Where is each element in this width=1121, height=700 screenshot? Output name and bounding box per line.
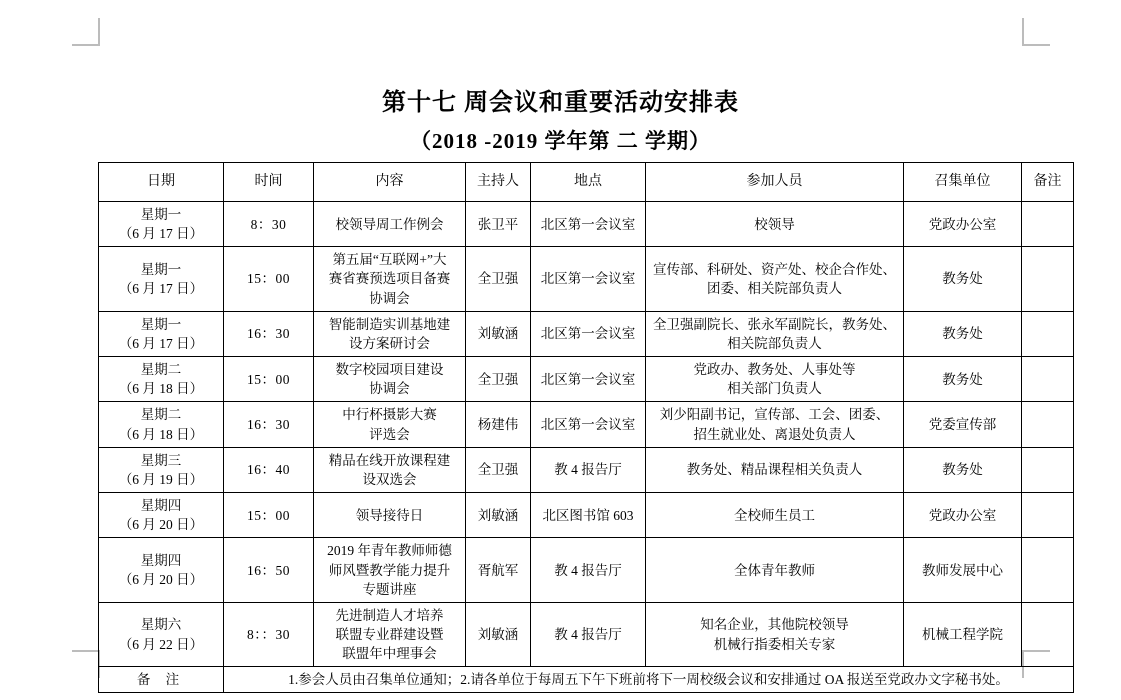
column-header-time: 时间: [224, 163, 314, 202]
cell-place: 北区第一会议室: [531, 311, 646, 356]
table-row: [99, 447, 1074, 492]
cell-organizer: 教务处: [904, 357, 1022, 402]
cell-attendees: 全体青年教师: [646, 538, 904, 602]
cell-organizer: 教务处: [904, 247, 1022, 311]
column-header-date: 日期: [99, 163, 224, 202]
cell-host: 刘敏涵: [466, 311, 531, 356]
column-header-content: 内容: [314, 163, 466, 202]
crop-mark-top-left: [72, 18, 100, 46]
cell-organizer: 教务处: [904, 311, 1022, 356]
cell-content: 精品在线开放课程建 设双选会: [314, 447, 466, 492]
crop-mark-top-right: [1022, 18, 1050, 46]
page-subtitle: （2018 -2019 学年第 二 学期）: [410, 129, 711, 153]
cell-attendees: 全校师生员工: [646, 493, 904, 538]
cell-place: 教 4 报告厅: [531, 602, 646, 666]
cell-remark: [1022, 357, 1074, 402]
table-row: [99, 202, 1074, 247]
cell-date: 星期一 （6 月 17 日）: [99, 202, 224, 247]
page-title: 第十七 周会议和重要活动安排表: [382, 90, 739, 116]
cell-date: 星期一 （6 月 17 日）: [99, 247, 224, 311]
cell-place: 教 4 报告厅: [531, 538, 646, 602]
cell-content: 先进制造人才培养 联盟专业群建设暨 联盟年中理事会: [314, 602, 466, 666]
cell-host: 全卫强: [466, 247, 531, 311]
cell-remark: [1022, 311, 1074, 356]
cell-remark: [1022, 493, 1074, 538]
cell-organizer: 教师发展中心: [904, 538, 1022, 602]
cell-date: 星期六 （6 月 22 日）: [99, 602, 224, 666]
cell-host: 刘敏涵: [466, 493, 531, 538]
cell-host: 刘敏涵: [466, 602, 531, 666]
schedule-table-container: [98, 162, 1073, 693]
cell-date: 星期四 （6 月 20 日）: [99, 493, 224, 538]
cell-remark: [1022, 538, 1074, 602]
cell-place: 北区第一会议室: [531, 357, 646, 402]
cell-place: 北区第一会议室: [531, 402, 646, 447]
column-header-host: 主持人: [466, 163, 531, 202]
cell-organizer: 机械工程学院: [904, 602, 1022, 666]
cell-content: 数字校园项目建设 协调会: [314, 357, 466, 402]
cell-organizer: 党政办公室: [904, 202, 1022, 247]
table-row: [99, 357, 1074, 402]
cell-organizer: 党委宣传部: [904, 402, 1022, 447]
table-row: [99, 493, 1074, 538]
column-header-organizer: 召集单位: [904, 163, 1022, 202]
table-row: [99, 311, 1074, 356]
cell-host: 全卫强: [466, 357, 531, 402]
cell-host: 胥航军: [466, 538, 531, 602]
table-header: [99, 163, 1074, 202]
cell-attendees: 教务处、精品课程相关负责人: [646, 447, 904, 492]
cell-place: 北区图书馆 603: [531, 493, 646, 538]
cell-content: 2019 年青年教师师德 师风暨教学能力提升 专题讲座: [314, 538, 466, 602]
table-row: [99, 402, 1074, 447]
cell-content: 第五届“互联网+”大 赛省赛预选项目备赛 协调会: [314, 247, 466, 311]
cell-attendees: 知名企业，其他院校领导 机械行指委相关专家: [646, 602, 904, 666]
cell-place: 北区第一会议室: [531, 202, 646, 247]
cell-time: 16：40: [224, 447, 314, 492]
cell-remark: [1022, 447, 1074, 492]
cell-attendees: 校领导: [646, 202, 904, 247]
cell-host: 杨建伟: [466, 402, 531, 447]
cell-date: 星期二 （6 月 18 日）: [99, 402, 224, 447]
table-header-row: [99, 163, 1074, 202]
cell-remark: [1022, 602, 1074, 666]
cell-date: 星期四 （6 月 20 日）: [99, 538, 224, 602]
cell-attendees: 宣传部、科研处、资产处、校企合作处、 团委、相关院部负责人: [646, 247, 904, 311]
table-row: [99, 602, 1074, 666]
cell-attendees: 刘少阳副书记，宣传部、工会、团委、 招生就业处、离退处负责人: [646, 402, 904, 447]
cell-host: 全卫强: [466, 447, 531, 492]
cell-attendees: 全卫强副院长、张永军副院长，教务处、 相关院部负责人: [646, 311, 904, 356]
column-header-attendees: 参加人员: [646, 163, 904, 202]
cell-time: 8：30: [224, 202, 314, 247]
cell-date: 星期三 （6 月 19 日）: [99, 447, 224, 492]
column-header-place: 地点: [531, 163, 646, 202]
cell-date: 星期一 （6 月 17 日）: [99, 311, 224, 356]
table-row: [99, 538, 1074, 602]
cell-remark: [1022, 202, 1074, 247]
cell-time: 15：00: [224, 247, 314, 311]
table-body: [99, 202, 1074, 667]
cell-time: 16：50: [224, 538, 314, 602]
schedule-table: [98, 162, 1074, 693]
column-header-remark: 备注: [1022, 163, 1074, 202]
cell-organizer: 党政办公室: [904, 493, 1022, 538]
cell-time: 15：00: [224, 357, 314, 402]
cell-content: 中行杯摄影大赛 评选会: [314, 402, 466, 447]
cell-place: 教 4 报告厅: [531, 447, 646, 492]
cell-attendees: 党政办、教务处、人事处等 相关部门负责人: [646, 357, 904, 402]
crop-mark-bottom-left: [72, 650, 100, 678]
table-footer: [99, 667, 1074, 693]
cell-content: 领导接待日: [314, 493, 466, 538]
cell-organizer: 教务处: [904, 447, 1022, 492]
cell-time: 8：：30: [224, 602, 314, 666]
table-row: [99, 247, 1074, 311]
cell-place: 北区第一会议室: [531, 247, 646, 311]
cell-time: 16：30: [224, 402, 314, 447]
cell-time: 16：30: [224, 311, 314, 356]
footer-note: 1.参会人员由召集单位通知；2.请各单位于每周五下午下班前将下一周校级会议和安排通过 OA 报送至党政办文字秘书处。: [224, 667, 1074, 693]
footer-label: 备 注: [99, 667, 224, 693]
cell-content: 智能制造实训基地建 设方案研讨会: [314, 311, 466, 356]
footer-row: [99, 667, 1074, 693]
cell-time: 15：00: [224, 493, 314, 538]
cell-remark: [1022, 402, 1074, 447]
cell-content: 校领导周工作例会: [314, 202, 466, 247]
cell-remark: [1022, 247, 1074, 311]
cell-host: 张卫平: [466, 202, 531, 247]
cell-date: 星期二 （6 月 18 日）: [99, 357, 224, 402]
